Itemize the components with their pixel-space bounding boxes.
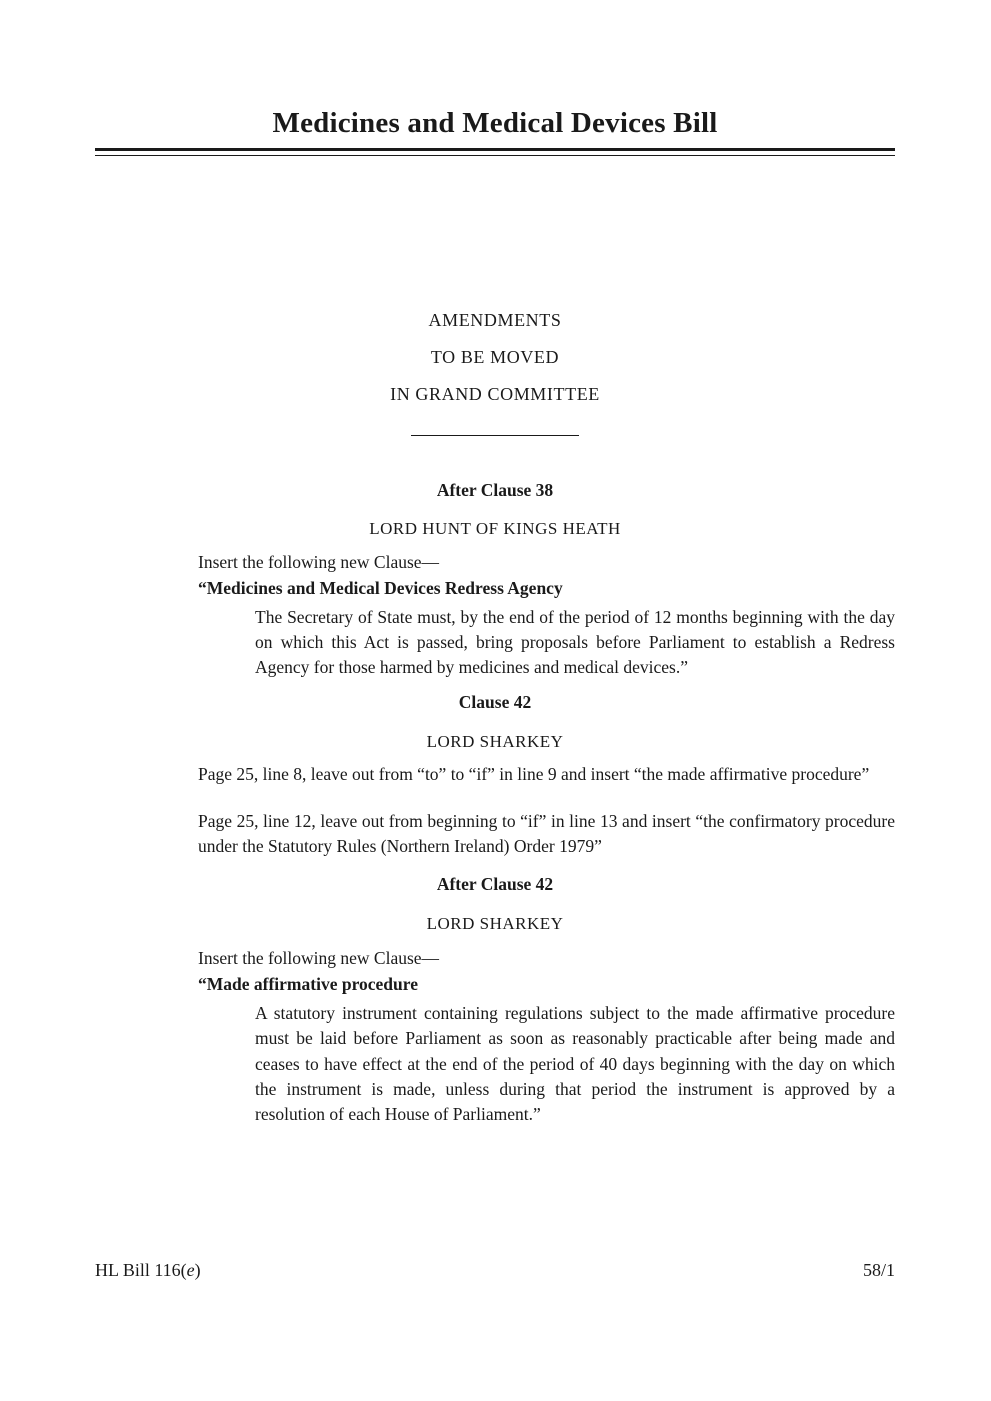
instruction-text: Insert the following new Clause— (198, 948, 440, 969)
document-content (0, 106, 991, 1127)
clause-heading-after-clause-42: After Clause 42 (436, 874, 554, 895)
footer-page-number: 58/1 (862, 1260, 895, 1280)
amendments-heading-line2: TO BE MOVED (430, 347, 560, 367)
new-clause-title: “Medicines and Medical Devices Redress Agency (198, 578, 563, 598)
footer-bill-number (95, 1258, 201, 1282)
clause-heading-clause-42: Clause 42 (458, 691, 532, 712)
page-title: Medicines and Medical Devices Bill (272, 107, 718, 139)
clause-heading-after-clause-38: After Clause 38 (436, 480, 554, 500)
footer-bill-suffix: ) (194, 1260, 201, 1280)
amendments-heading-line1: AMENDMENTS (428, 310, 562, 330)
footer-bill-italic: e (186, 1260, 195, 1280)
amendments-heading-line3: IN GRAND COMMITTEE (390, 384, 600, 404)
footer-bill-prefix: HL Bill 116( (95, 1260, 187, 1280)
clause-body-text: A statutory instrument containing regulations subject to the made affirmative procedure must be laid before Parliament as soon as reasonably practicable after being made and ceases to have effect at the end of the period of 40 days beginning with the day on which the instrument is made, unless during that period the instrument is approved by a resolution of each House of Parliament.” (255, 1003, 895, 1125)
title-rule (95, 148, 895, 156)
lord-name: LORD SHARKEY (426, 731, 564, 751)
new-clause-title: “Made affirmative procedure (198, 974, 418, 995)
amendment-text: Page 25, line 8, leave out from “to” to “if” in line 9 and insert “the made affirmative procedure” (198, 763, 870, 784)
clause-body-text: The Secretary of State must, by the end of the period of 12 months beginning with the day on which this Act is passed, bring proposals before Parliament to establish a Redress Agency for those harmed by medicines and medical devices.” (255, 607, 895, 678)
lord-name: LORD SHARKEY (426, 914, 564, 934)
page-footer (95, 1258, 895, 1282)
section-separator (411, 435, 579, 436)
lord-name: LORD HUNT OF KINGS HEATH (369, 519, 621, 538)
instruction-text: Insert the following new Clause— (198, 552, 440, 572)
amendment-text: Page 25, line 12, leave out from beginning to “if” in line 13 and insert “the confirmatory procedure under the Statutory Rules (Northern Ireland) Order 1979” (198, 810, 895, 857)
